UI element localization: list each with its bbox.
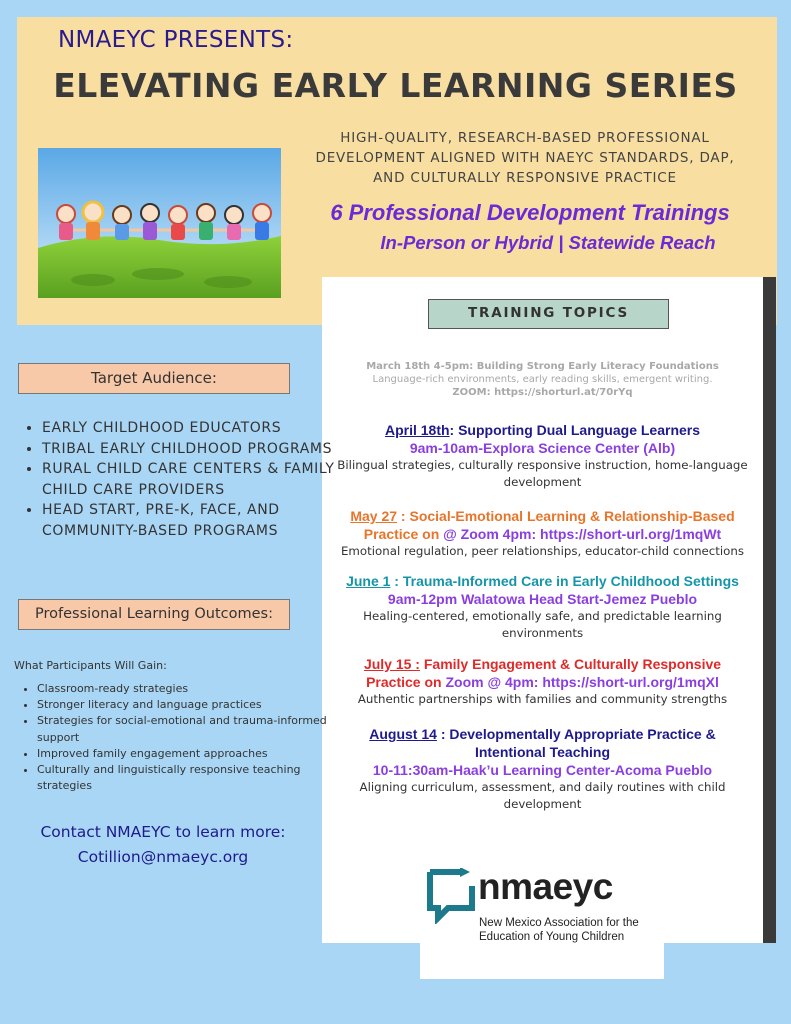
list-item: • Improved family engagement approaches — [37, 746, 337, 762]
list-item: • Classroom-ready strategies — [37, 681, 337, 697]
session-description: Bilingual strategies, culturally responsive instruction, home-language development — [337, 458, 748, 489]
audience-list — [24, 418, 342, 541]
list-item: • EARLY CHILDHOOD EDUCATORS — [42, 418, 342, 439]
list-item: • RURAL CHILD CARE CENTERS & FAMILY CHILD CARE PROVIDERS — [42, 459, 342, 500]
session-title: : Trauma-Informed Care in Early Childhood Settings — [390, 573, 739, 589]
contact-email[interactable]: Cotillion@nmaeyc.org — [77, 848, 249, 866]
session-heading — [322, 572, 763, 590]
list-item: • Stronger literacy and language practices — [37, 697, 337, 713]
session-heading — [322, 421, 763, 439]
session-details — [322, 673, 763, 691]
session-heading — [322, 655, 763, 673]
session-date: August 14 — [369, 726, 437, 742]
session-date: April 18th — [384, 422, 450, 438]
session-details: 10-11:30am-Haak’u Learning Center-Acoma Pueblo — [372, 762, 713, 778]
subtitle-line: DEVELOPMENT ALIGNED WITH NAEYC STANDARDS, DAP, — [315, 150, 735, 166]
session-details: 9am-12pm Walatowa Head Start-Jemez Pueblo — [387, 591, 698, 607]
session-date: June 1 — [346, 573, 391, 589]
session-august — [322, 725, 763, 813]
session-july — [322, 655, 763, 708]
session-description: Emotional regulation, peer relationships, educator-child connections — [340, 544, 745, 558]
presents-label: NMAEYC PRESENTS: — [58, 27, 294, 53]
logo-tagline-line: Education of Young Children — [479, 931, 625, 943]
outcomes-list — [20, 681, 337, 794]
session-zoom-link[interactable]: Zoom @ 4pm: https://short-url.org/1mqXl — [445, 674, 719, 690]
outcomes-label: Professional Learning Outcomes: — [18, 599, 290, 630]
session-zoom-link[interactable]: @ Zoom 4pm: https://short-url.org/1mqWt — [443, 526, 722, 542]
session-date: July 15 : — [363, 656, 420, 672]
series-subtitle — [290, 128, 760, 188]
trainings-subtitle: In-Person or Hybrid | Statewide Reach — [380, 232, 716, 253]
list-item: • HEAD START, PRE-K, FACE, AND COMMUNITY-BASED PROGRAMS — [42, 500, 342, 541]
session-practice-label: Practice on — [363, 526, 444, 542]
logo-tagline-line: New Mexico Association for the — [479, 917, 639, 929]
contact-line: Contact NMAEYC to learn more: — [40, 823, 286, 841]
past-session-description: Language-rich environments, early reading skills, emergent writing. — [372, 374, 713, 385]
session-title: : Social-Emotional Learning & Relationship-Based — [397, 508, 735, 524]
topics-header: TRAINING TOPICS — [428, 299, 669, 329]
session-title: Family Engagement & Culturally Responsive — [419, 656, 722, 672]
past-session — [322, 360, 763, 399]
session-practice-label: Practice on — [366, 674, 446, 690]
session-title: : Developmentally Appropriate Practice & — [436, 726, 716, 742]
outcomes-intro: What Participants Will Gain: — [14, 659, 167, 672]
list-item: • Culturally and linguistically responsive teaching strategies — [37, 762, 337, 794]
target-audience-label: Target Audience: — [18, 363, 290, 394]
session-heading — [322, 507, 763, 525]
session-details: 9am-10am-Explora Science Center (Alb) — [409, 440, 676, 456]
logo-wordmark: nmaeyc — [478, 866, 613, 907]
subtitle-line: HIGH-QUALITY, RESEARCH-BASED PROFESSIONAL — [340, 130, 710, 146]
session-description: Aligning curriculum, assessment, and daily routines with child development — [359, 780, 726, 811]
session-heading — [322, 725, 763, 743]
logo-tagline — [479, 916, 639, 944]
past-session-title: March 18th 4-5pm: Building Strong Early Literacy Foundations — [366, 361, 719, 372]
session-description: Authentic partnerships with families and community strengths — [357, 692, 728, 706]
session-may — [322, 507, 763, 560]
list-item: • TRIBAL EARLY CHILDHOOD PROGRAMS — [42, 439, 342, 460]
list-item: • Strategies for social-emotional and trauma-informed support — [37, 713, 337, 745]
session-title-line2: Intentional Teaching — [474, 744, 611, 760]
past-session-link: ZOOM: https://shorturl.at/70rYq — [452, 387, 633, 398]
panel-shadow — [763, 277, 776, 943]
session-description: Healing-centered, emotionally safe, and predictable learning environments — [363, 609, 722, 640]
series-title: ELEVATING EARLY LEARNING SERIES — [53, 66, 738, 105]
subtitle-line: AND CULTURALLY RESPONSIVE PRACTICE — [373, 170, 677, 186]
nmaeyc-logo-mark-icon — [426, 868, 476, 928]
session-title: : Supporting Dual Language Learners — [449, 422, 701, 438]
session-june — [322, 572, 763, 642]
trainings-title: 6 Professional Development Trainings — [330, 200, 730, 225]
session-april — [322, 421, 763, 491]
children-illustration — [38, 148, 281, 298]
session-date: May 27 — [350, 508, 398, 524]
session-details — [322, 525, 763, 543]
